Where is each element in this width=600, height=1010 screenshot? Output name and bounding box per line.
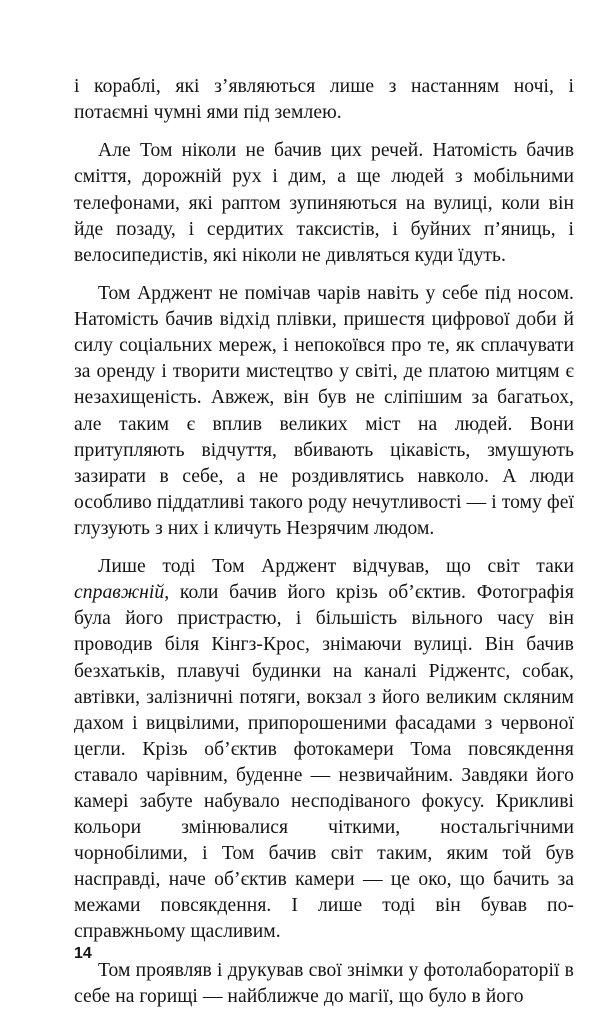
body-text: [74, 74, 574, 1010]
paragraph-5: Том проявляв і друкував свої знімки у фотолабораторії в себе на горищі — найближче до магії, що було в його: [74, 959, 574, 1007]
paragraph-1: і кораблі, які з’являються лише з настанням ночі, і потаємні чумні ями під землею.: [74, 76, 574, 124]
paragraph-3: Том Арджент не помічав чарів навіть у себе під носом. Натомість бачив відхід плівки, пришестя цифрової доби й силу соціальних мереж, і непокоївся про те, як сплачувати за оренду і творити мистецтво у світі, де платою митцям є незахищеність. Авжеж, він був не сліпішим за багатьох, але таким є вплив великих міст на людей. Вони притупляють відчуття, вбивають цікавість, змушують зазирати в себе, а не роздивлятись навколо. А люди особливо піддатливі такого роду нечутливості — і тому феї глузують з них і кличуть Незрячим людом.: [74, 283, 574, 539]
paragraph-2: Але Том ніколи не бачив цих речей. Натомість бачив сміття, дорожній рух і дим, а ще людей з мобільними телефонами, які раптом зупиняються на вулиці, коли він йде позаду, і сердитих таксистів, і буйних п’яниць, і велосипедистів, які ніколи не дивляться куди їдуть.: [74, 140, 574, 266]
page-number: 14: [74, 945, 92, 962]
paragraph-4-text-start: Лише тоді Том Арджент відчував, що світ таки: [98, 556, 574, 578]
emphasized-word: справжній: [74, 582, 165, 604]
paragraph-4: [74, 554, 574, 945]
paragraph-4-text-end: , коли бачив його крізь об’єктив. Фотографія була його пристрастю, і більшість вільного часу він проводив біля Кінгз-Крос, знімаючи вулиці. Він бачив безхатьків, плавучі будинки на каналі Ріджентс, собак, автівки, залізничні потяги, вокзал з його великим скляним дахом і вицвілими, припорошеними фасадами з червоної цегли. Крізь об’єктив фотокамери Тома повсякдення ставало чарівним, буденне — незвичайним. Завдяки його камері забуте набувало несподіваного фокусу. Крикливі кольори змінювалися чіткими, ностальгічними чорнобілими, і Том бачив світ таким, яким той був насправді, наче об’єктив камери — це око, що бачить за межами повсякдення. І лише тоді він бував по-справжньому щасливим.: [74, 582, 574, 943]
